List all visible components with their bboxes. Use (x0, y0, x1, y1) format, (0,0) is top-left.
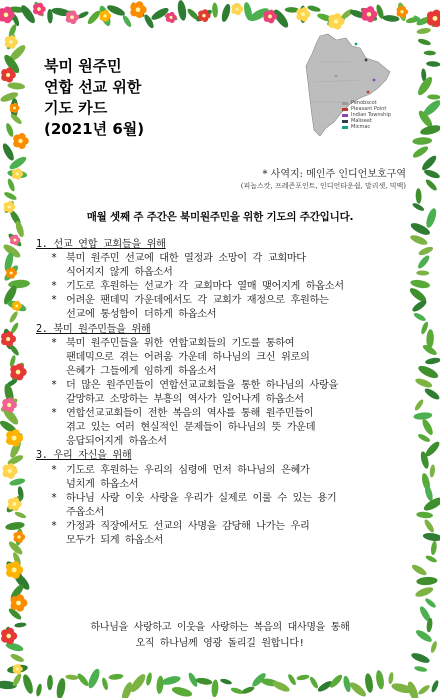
prayer-week-banner: 매월 셋째 주 주간은 북미원주민을 위한 기도의 주간입니다. (86, 211, 354, 223)
prayer-item (36, 407, 408, 449)
prayer-line: 하나님 사랑 이웃 사랑을 우리가 실제로 이룰 수 있는 용기 (66, 492, 337, 504)
prayer-line: 연합선교교회들이 전한 복음의 역사를 통해 원주민들이 (66, 408, 314, 420)
map-legend (342, 100, 391, 130)
bullet-mark: * (51, 408, 57, 420)
prayer-line: 주옵소서 (66, 506, 104, 518)
prayer-line: 팬데믹으로 겪는 어려움 가운데 하나님의 크신 위로의 (66, 351, 310, 363)
bullet-mark: * (51, 295, 57, 307)
prayer-line: 식어지지 않게 하옵소서 (66, 267, 173, 279)
legend-swatch (342, 102, 348, 105)
prayer-line: 선교에 통성함이 더하게 하옵소서 (66, 309, 217, 321)
prayer-line: 은혜가 그들에게 임하게 하옵소서 (66, 365, 217, 377)
prayer-line: 갈망하고 소망하는 부흥의 역사가 일어나게 하옵소서 (66, 394, 304, 406)
legend-label: Penobscot (351, 100, 377, 106)
prayer-line: 응답되어지게 하옵소서 (66, 436, 167, 448)
prayer-item (36, 294, 408, 322)
legend-swatch (342, 120, 348, 123)
mission-field: * 사역지: 메인주 인디언보호구역 (262, 169, 406, 180)
section-heading: 2. 북미 원주민들을 위해 (36, 323, 151, 335)
title-line-2: 연합 선교 위한 (44, 78, 142, 96)
legend-swatch (342, 126, 348, 129)
legend-label: Micmac (351, 124, 371, 130)
title-line-1: 북미 원주민 (44, 57, 122, 75)
prayer-line: 넘치게 하옵소서 (66, 478, 139, 490)
title-line-4: (2021년 6월) (44, 120, 145, 138)
title-line-3: 기도 카드 (44, 99, 108, 117)
prayer-list (36, 238, 408, 548)
title-block (44, 56, 144, 140)
legend-swatch (342, 108, 348, 111)
prayer-item (36, 520, 408, 548)
section-heading: 3. 우리 자신을 위해 (36, 450, 132, 462)
mission-field-tribes: (피놉스캇, 프레즌포인트, 인디언타운쉽, 말리셋, 믹맥) (240, 182, 406, 190)
prayer-line: 기도로 후원하는 우리의 심령에 먼저 하나님의 은혜가 (66, 464, 310, 476)
bullet-mark: * (51, 520, 57, 532)
prayer-line: 겪고 있는 여러 현실적인 문제들이 하나님의 뜻 가운데 (66, 422, 316, 434)
legend-label: Pleasant Point (351, 106, 387, 112)
section-heading: 1. 선교 연합 교회들을 위해 (36, 239, 166, 250)
closing-message (0, 620, 440, 652)
bullet-mark: * (51, 464, 57, 476)
prayer-line: 가정과 직장에서도 선교의 사명을 감당해 나가는 우리 (66, 520, 310, 532)
prayer-item (36, 492, 408, 520)
prayer-line: 모두가 되게 하옵소서 (66, 534, 163, 546)
prayer-line: 북미 원주민 선교에 대한 열정과 소망이 각 교회마다 (66, 253, 306, 265)
prayer-line: 북미 원주민들을 위한 연합교회들의 기도를 통하여 (66, 337, 295, 349)
prayer-item (36, 280, 408, 294)
legend-label: Indian Township (351, 112, 391, 118)
legend-item (342, 124, 391, 130)
prayer-item (36, 464, 408, 492)
closing-line-2: 오직 하나님께 영광 돌리길 원합니다! (135, 638, 305, 649)
prayer-item (36, 337, 408, 379)
bullet-mark: * (51, 281, 57, 293)
prayer-line: 어려운 팬데믹 가운데에서도 각 교회가 재정으로 후원하는 (66, 295, 329, 307)
legend-swatch (342, 114, 348, 117)
bullet-mark: * (51, 337, 57, 349)
legend-label: Maliseet (351, 118, 372, 124)
bullet-mark: * (51, 492, 57, 504)
prayer-line: 더 많은 원주민들이 연합선교교회들을 통한 하나님의 사랑을 (66, 379, 338, 391)
closing-line-1: 하나님을 사랑하고 이웃을 사랑하는 복음의 대사명을 통해 (90, 622, 350, 633)
prayer-item (36, 379, 408, 407)
prayer-item (36, 252, 408, 280)
bullet-mark: * (51, 379, 57, 391)
prayer-line: 기도로 후원하는 선교가 각 교회마다 열매 맺어지게 하옵소서 (66, 281, 344, 293)
bullet-mark: * (51, 253, 57, 265)
